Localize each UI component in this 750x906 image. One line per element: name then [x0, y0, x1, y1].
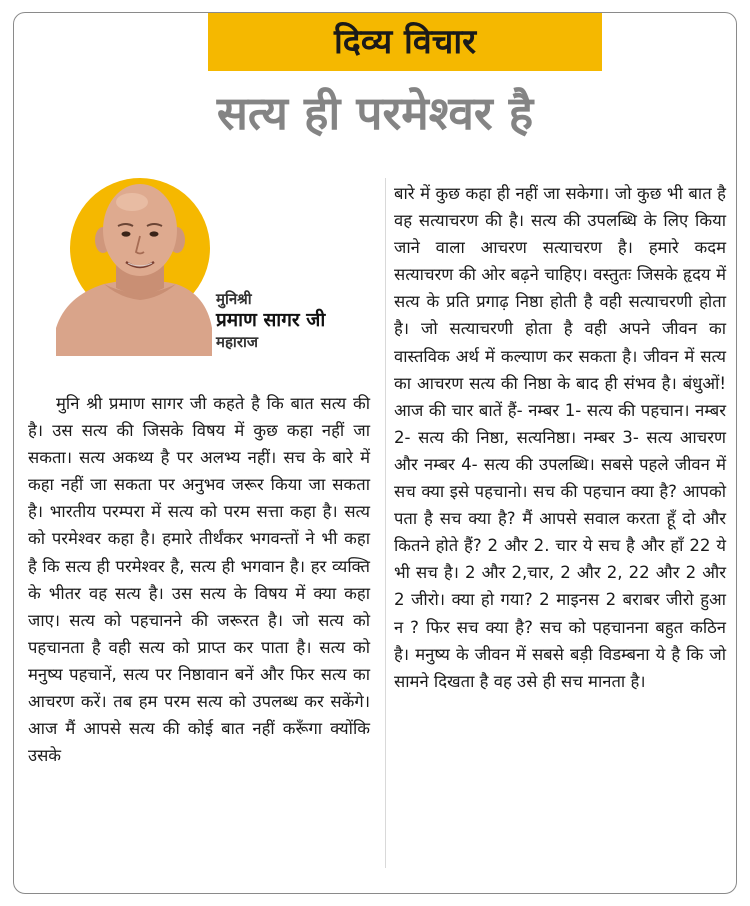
- author-suffix: महाराज: [216, 332, 258, 351]
- article-column-right: बारे में कुछ कहा ही नहीं जा सकेगा। जो कुछ भी बात है वह सत्याचरण की है। सत्य की उपलब्धि के लिए किया जाने वाला आचरण सत्याचरण है। हमारे कदम सत्याचरण की ओर बढ़ने चाहिए। वस्तुतः जिसके हृदय में सत्य के प्रति प्रगाढ़ निष्ठा होती है वही सत्याचरणी होता है। जो सत्याचरणी होता है वही अपने जीवन का वास्तविक अर्थ में कल्याण कर सकता है। जीवन में सत्य का आचरण सत्य की निष्ठा के बाद ही संभव है। बंधुओं! आज की चार बातें हैं- नम्बर 1- सत्य की पहचान। नम्बर 2- सत्य की निष्ठा, सत्यनिष्ठा। नम्बर 3- सत्य आचरण और नम्बर 4- सत्य की उपलब्धि। सबसे पहले जीवन में सच क्या इसे पहचानो। सच की पहचान क्या है? आपको पता है सच क्या है? मैं आपसे सवाल करता हूँ दो और कितने होते हैं? 2 और 2. चार ये सच है और हाँ 22 ये भी सच है। 2 और 2,चार, 2 और 2, 22 और 2 और 2 जीरो। क्या हो गया? 2 माइनस 2 बराबर जीरो हुआ न ? फिर सच क्या है? सच को पहचानना बहुत कठिन है। मनुष्य के जीवन में सबसे बड़ी विडम्बना ये है कि जो सामने दिखता है वह उसे ही सच मानता है।: [394, 184, 726, 691]
- portrait-photo-icon: [56, 178, 216, 356]
- section-label: दिव्य विचार: [333, 22, 477, 62]
- column-divider: [385, 178, 386, 868]
- author-title: मुनिश्री: [216, 290, 252, 308]
- author-name: प्रमाण सागर जी: [216, 308, 326, 331]
- article-column-left: मुनि श्री प्रमाण सागर जी कहते है कि बात सत्य की है। उस सत्य की जिसके विषय में कुछ कहा नहीं जा सकता। सत्य अकथ्य है पर अलभ्य नहीं। सच के बारे में कहा नहीं जा सकता पर अनुभव जरूर किया जा सकता है। भारतीय परम्परा में सत्य को परम सत्ता कहा है। सत्य को परमेश्वर कहा है। हमारे तीर्थंकर भगवन्तों ने भी कहा है कि सत्य ही परमेश्वर है, सत्य ही भगवान है। हर व्यक्ति के भीतर वह सत्य है। उस सत्य के विषय में क्या कहा जाए। सत्य को पहचानने की जरूरत है। जो सत्य को पहचानता है वही सत्य को प्राप्त कर पाता है। सत्य को मनुष्य पहचानें, सत्य पर निष्ठावान बनें और फिर सत्य का आचरण करें। तब हम परम सत्य को उपलब्ध कर सकेंगे। आज मैं आपसे सत्य की कोई बात नहीं करूँगा क्योंकि उसके: [28, 394, 370, 766]
- section-label-box: [208, 13, 602, 71]
- author-byline: [216, 290, 386, 351]
- article-headline: सत्य ही परमेश्वर है: [216, 86, 534, 140]
